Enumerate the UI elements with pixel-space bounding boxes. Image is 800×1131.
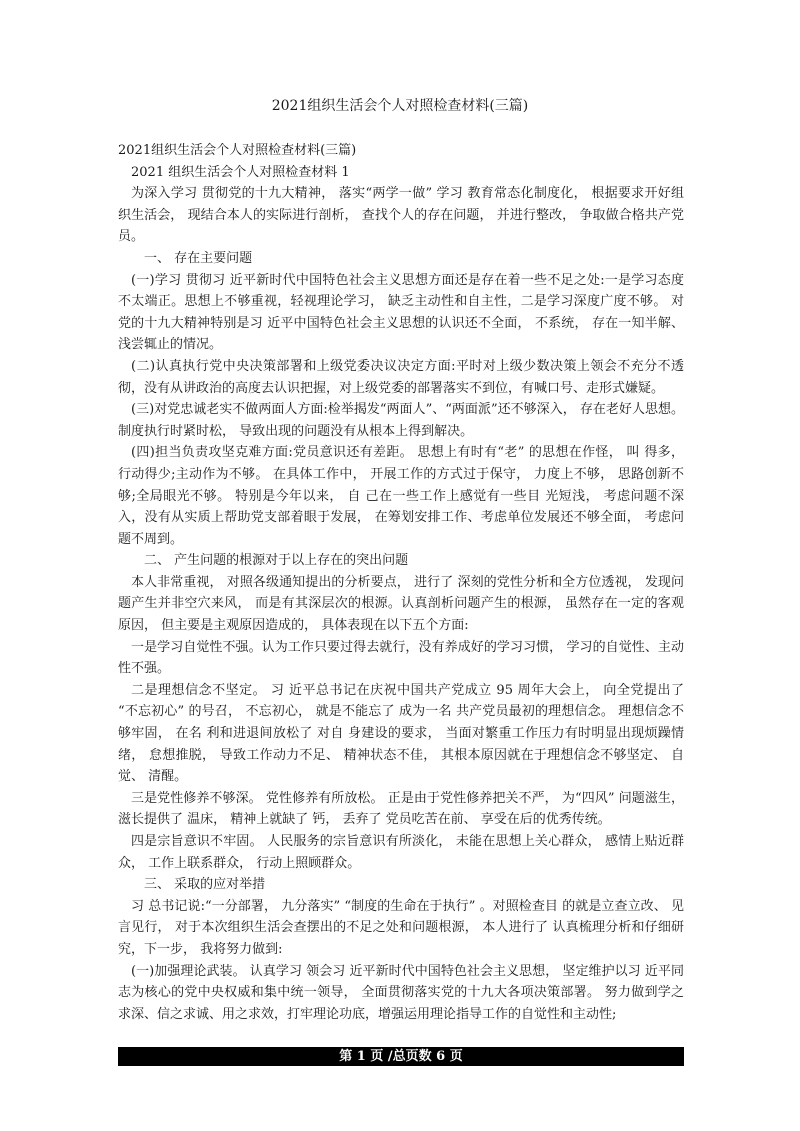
paragraph: 二是理想信念不坚定。 习 近平总书记在庆祝中国共产党成立 95 周年大会上， 向全党提出了 “不忘初心” 的号召， 不忘初心， 就是不能忘了 成为一名 共产党员最初的理想信念。 理想信念不够牢固， 在名 利和进退间放松了 对自 身建设的要求， 当面对繁重工作压力有时明显出现烦躁情绪， 怠想推脱， 导致工作动力不足、 精神状态不佳， 其根本原因就在于理想信念不够坚定、 自 觉、 清醒。 — [118, 682, 684, 785]
paragraph: 2021组织生活会个人对照检查材料(三篇) — [118, 143, 357, 158]
page-number-label: 第 1 页 /总页数 6 页 — [339, 1049, 463, 1064]
document-title: 2021组织生活会个人对照检查材料(三篇) — [271, 98, 529, 114]
paragraph: 三是党性修养不够深。 党性修养有所放松。 正是由于党性修养把关不严， 为“四风” 问题滋生， 滋长提供了 温床， 精神上就缺了 钙， 丢弃了 党员吃苦在前、 享受在后的优秀传统。 — [118, 790, 684, 828]
paragraph: 2021 组织生活会个人对照检查材料 1 — [131, 164, 350, 180]
page-footer — [118, 1047, 684, 1066]
paragraph: (四)担当负责攻坚克难方面:党员意识还有差距。 思想上有时有“老” 的思想在作怪， 叫 得多， 行动得少;主动作为不够。 在具体工作中， 开展工作的方式过于保守， 力度上不够， 思路创新不够;全局眼光不够。 特别是今年以来， 自 己在一些工作上感觉有一些目 光短浅， 考虑问题不深入，没有从实质上帮助党支部着眼于发展， 在筹划安排工作、考虑单位发展还不够全面， 考虑问题不周到。 — [118, 445, 684, 547]
paragraph: 二、 产生问题的根源对于以上存在的突出问题 — [144, 553, 409, 569]
paragraph: 四是宗旨意识不牢固。 人民服务的宗旨意识有所淡化， 未能在思想上关心群众， 感情上贴近群众， 工作上联系群众， 行动上照顾群众。 — [118, 834, 684, 871]
paragraph: (一)加强理论武装。 认真学习 领会习 近平新时代中国特色社会主义思想， 坚定维护以习 近平同志为核心的党中央权威和集中统一领导， 全面贯彻落实党的十九大各项决策部署。 努力做到学之求深、信之求诚、用之求效，打牢理论功底，增强运用理论指导工作的自觉性和主动性; — [118, 963, 684, 1022]
paragraph: 一是学习自觉性不强。认为工作只要过得去就行，没有养成好的学习习惯， 学习的自觉性、主动性不强。 — [118, 639, 684, 677]
paragraph: (一)学习 贯彻习 近平新时代中国特色社会主义思想方面还是存在着一些不足之处:一是学习态度不太端正。思想上不够重视，轻视理论学习， 缺乏主动性和自主性，二是学习深度广度不够。 对党的十九大精神特别是习 近平中国特色社会主义思想的认识还不全面， 不系统， 存在一知半解、 浅尝辄止的情况。 — [118, 272, 684, 353]
paragraph: 一、 存在主要问题 — [144, 250, 253, 266]
paragraph: (三)对党忠诚老实不做两面人方面:检举揭发“两面人”、“两面派”还不够深入， 存在老好人思想。 制度执行时紧时松， 导致出现的问题没有从根本上得到解决。 — [118, 402, 684, 439]
paragraph: 习 总书记说:“一分部署， 九分落实” “制度的生命在于执行” 。对照检查目 的就是立查立改、 见言见行， 对于本次组织生活会查摆出的不足之处和问题根源， 本人进行了 认真梳理分析和仔细研究，下一步， 我将努力做到: — [118, 898, 684, 957]
paragraph: 三、 采取的应对举措 — [144, 877, 266, 893]
paragraph: 本人非常重视， 对照各级通知提出的分析要点， 进行了 深刻的党性分析和全方位透视， 发现问题产生并非空穴来风， 而是有其深层次的根源。认真剖析问题产生的根源， 虽然存在一定的客观原因， 但主要是主观原因造成的， 具体表现在以下五个方面: — [118, 574, 684, 634]
paragraph: (二)认真执行党中央决策部署和上级党委决议决定方面:平时对上级少数决策上领会不充分不透彻，没有从讲政治的高度去认识把握，对上级党委的部署落实不到位，有喊口号、走形式嫌疑。 — [118, 358, 684, 396]
document-body — [118, 140, 684, 1025]
paragraph: 为深入学习 贯彻党的十九大精神， 落实“两学一做” 学习 教育常态化制度化， 根据要求开好组织生活会， 现结合本人的实际进行剖析， 查找个人的存在问题， 并进行整改， 争取做合格共产党员。 — [118, 186, 684, 245]
